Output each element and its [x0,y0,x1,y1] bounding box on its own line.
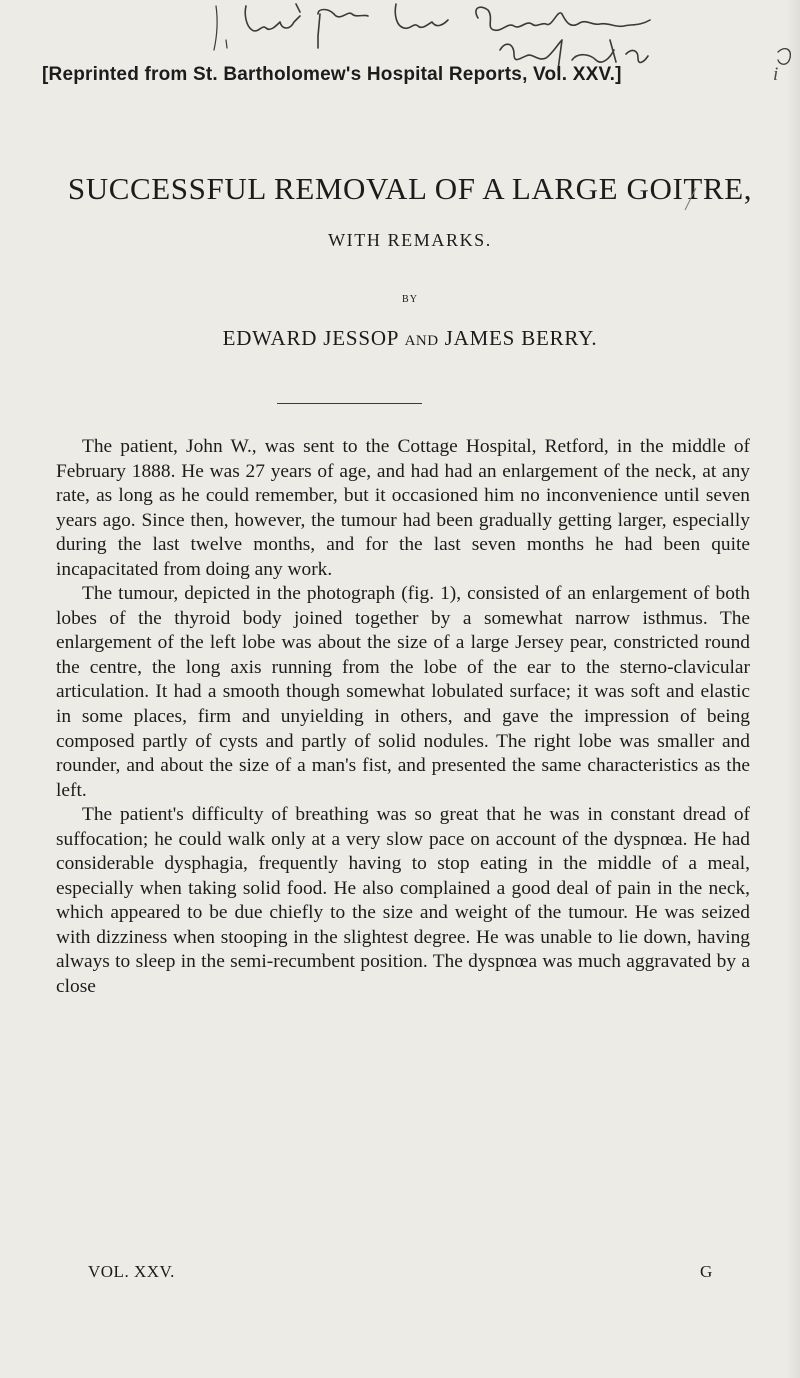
author-1: EDWARD JESSOP [222,326,399,350]
reprint-source-line: [Reprinted from St. Bartholomew's Hospital Reports, Vol. XXV.] [42,64,622,85]
article-title: SUCCESSFUL REMOVAL OF A LARGE GOITRE, [67,171,753,206]
title-divider [277,403,422,404]
authors-line [0,326,800,351]
article-subtitle: WITH REMARKS. [328,230,492,250]
body-paragraph: The patient, John W., was sent to the Cottage Hospital, Retford, in the middle of February 1888. He was 27 years of age, and had had an enlargement of the neck, at any rate, as long as he could remember, but it occasioned him no inconvenience until seven years ago. Since then, however, the tumour had been gradually getting larger, especially during the last twelve months, and for the last seven months he had been quite incapacitated from doing any work. [56,436,750,580]
by-line: BY [402,294,418,305]
authors-conjunction: AND [404,333,439,349]
page-corner-mark: i [773,64,779,85]
body-paragraph: The patient's difficulty of breathing was so great that he was in constant dread of suffocation; he could walk only at a very slow pace on account of the dyspnœa. He had considerable dysphagia, frequently having to stop eating in the middle of a meal, especially when taking solid food. He also complained a good deal of pain in the neck, which appeared to be due chiefly to the size and weight of the tumour. He was seized with dizziness when stooping in the slightest degree. He was unable to lie down, having always to sleep in the semi-recumbent position. The dyspnœa was much aggravated by a close [56,804,750,998]
signature-mark: G [700,1262,713,1281]
pencil-mark-icon [680,186,700,212]
body-paragraph: The tumour, depicted in the photograph (fig. 1), consisted of an enlargement of both lobes of the thyroid body joined together by a somewhat narrow isthmus. The enlargement of the left lobe was about the size of a large Jersey pear, constricted round the centre, the long axis running from the lobe of the ear to the sterno-clavicular articulation. It had a smooth though somewhat lobulated surface; it was soft and elastic in some places, firm and unyielding in others, and gave the impression of being composed partly of cysts and partly of solid nodules. The right lobe was smaller and rounder, and about the size of a man's fist, and presented the same characteristics as the left. [56,583,750,801]
author-2: JAMES BERRY. [444,326,598,350]
article-body [56,435,750,1000]
volume-footer: VOL. XXV. [88,1262,175,1281]
